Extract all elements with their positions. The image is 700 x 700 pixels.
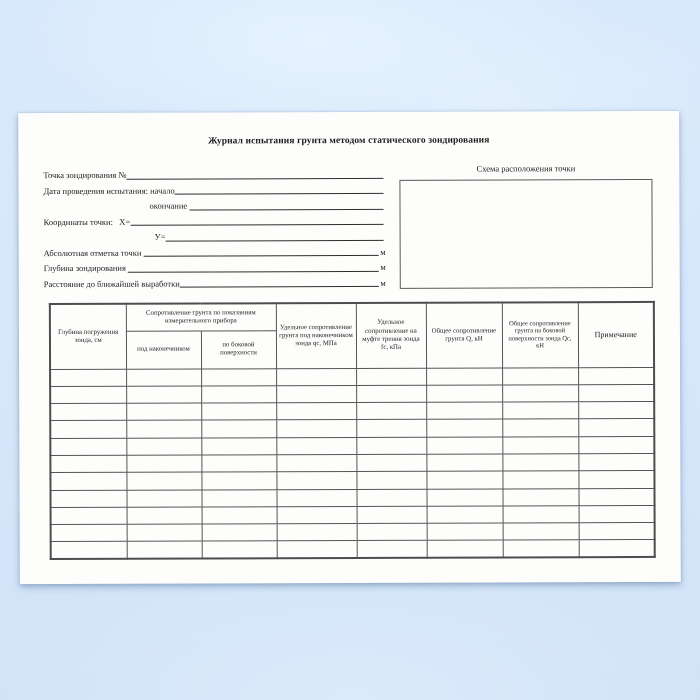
header-total-resistance: Общее сопротивление грунта Q, кН (426, 302, 502, 367)
table-cell (356, 368, 426, 386)
field-sounding-depth (44, 256, 386, 273)
table-cell (579, 523, 655, 541)
table-cell (579, 540, 655, 558)
table-cell (276, 403, 356, 421)
table-cell (50, 490, 126, 508)
table-cell (201, 472, 276, 490)
field-label: Глубина зондирования (43, 262, 129, 274)
table-row (50, 402, 654, 421)
table-header (50, 302, 654, 369)
header-resistance-group: Сопротивление грунта по показаниям измерительного прибора (126, 303, 276, 331)
scheme-box (399, 179, 652, 289)
table-cell (201, 455, 276, 473)
table-cell (426, 402, 502, 420)
table-cell (426, 419, 502, 437)
header-specific-resistance-cone: Удельное сопротивление грунта под наконечником зонда qс, МПа (276, 303, 356, 368)
field-coordinates-x (44, 209, 386, 226)
table-cell (201, 489, 276, 507)
table-cell (126, 403, 201, 421)
table-cell (201, 420, 276, 438)
table-cell (356, 385, 426, 403)
table-cell (503, 540, 579, 558)
header-lateral-surface: по боковой поверхности (201, 330, 276, 368)
table-row (50, 453, 654, 472)
table-cell (502, 367, 578, 385)
table-cell (276, 472, 356, 490)
table-cell (50, 438, 126, 456)
field-suffix: м (380, 277, 386, 288)
document-page (18, 111, 681, 584)
table-cell (502, 384, 578, 402)
table-cell (356, 472, 426, 490)
field-label: Координаты точки: Х= (43, 216, 131, 227)
table-cell (356, 454, 426, 472)
table-row (50, 419, 654, 438)
table-cell (51, 507, 127, 525)
field-label: Расстояние до ближайшей выработки (43, 278, 180, 289)
table-cell (502, 402, 578, 420)
table-row (51, 523, 655, 542)
field-test-date-start (43, 178, 385, 195)
table-cell (356, 402, 426, 420)
table-cell (50, 473, 126, 491)
table-cell (578, 436, 654, 454)
table-cell (277, 506, 357, 524)
table-cell (578, 402, 654, 420)
table-cell (356, 420, 426, 438)
table-cell (276, 385, 356, 403)
table-cell (50, 403, 126, 421)
table-cell (356, 437, 426, 455)
table-cell (578, 384, 654, 402)
table-cell (276, 368, 356, 386)
header-depth: Глубина погружения зонда, см (50, 304, 126, 369)
field-test-date-end (43, 194, 385, 211)
table-cell (427, 540, 503, 558)
table-cell (276, 454, 356, 472)
table-row (50, 436, 654, 455)
header-under-tip: под наконечником (126, 331, 201, 369)
table-cell (126, 490, 201, 508)
field-coordinates-y (44, 225, 386, 242)
table-cell (276, 489, 356, 507)
form-fields (43, 163, 385, 288)
table-cell (126, 386, 201, 404)
field-absolute-elevation (44, 240, 386, 257)
document-title: Журнал испытания грунта методом статического зондирования (208, 135, 490, 147)
table-cell (126, 472, 201, 490)
field-label: Абсолютная отметка точки (43, 247, 144, 258)
table-cell (426, 385, 502, 403)
table-cell (426, 367, 502, 385)
field-distance-to-nearest-working (44, 271, 386, 288)
table-cell (503, 523, 579, 541)
scheme-label: Схема расположения точки (476, 163, 576, 174)
field-label: Дата проведения испытания: начало (43, 185, 175, 196)
table-row (50, 367, 654, 386)
table-cell (579, 505, 655, 523)
table-cell (127, 507, 202, 525)
table-cell (578, 488, 654, 506)
table-cell (503, 506, 579, 524)
table-cell (51, 524, 127, 542)
table-cell (427, 523, 503, 541)
table-cell (126, 438, 201, 456)
table-cell (201, 437, 276, 455)
table-cell (50, 369, 126, 387)
table-cell (277, 541, 357, 559)
table-cell (426, 471, 502, 489)
table-cell (126, 369, 201, 387)
table-cell (502, 419, 578, 437)
header-note: Примечание (578, 302, 654, 367)
table-body (50, 367, 655, 559)
table-cell (50, 455, 126, 473)
table-cell (126, 455, 201, 473)
table-cell (426, 454, 502, 472)
table-row (50, 384, 654, 403)
table-cell (201, 403, 276, 421)
table-row (50, 471, 654, 490)
table-cell (578, 453, 654, 471)
field-label: У= (154, 231, 166, 242)
table-cell (356, 489, 426, 507)
table-cell (578, 367, 654, 385)
table-cell (502, 488, 578, 506)
table-row (51, 540, 655, 559)
table-cell (202, 524, 277, 542)
table-cell (201, 386, 276, 404)
table-row (51, 505, 655, 524)
table-cell (127, 524, 202, 542)
field-suffix: м (380, 246, 386, 257)
table-cell (578, 471, 654, 489)
table-cell (201, 368, 276, 386)
table-cell (578, 419, 654, 437)
table-cell (202, 507, 277, 525)
table-cell (50, 421, 126, 439)
table-cell (357, 541, 427, 559)
table-cell (276, 420, 356, 438)
table-cell (51, 542, 127, 560)
field-suffix: м (380, 261, 386, 272)
table-cell (357, 523, 427, 541)
field-label: Точка зондирования № (43, 169, 127, 181)
table-cell (502, 436, 578, 454)
field-label: окончание (149, 200, 190, 211)
table-cell (277, 524, 357, 542)
table-cell (502, 471, 578, 489)
sounding-data-table (49, 301, 656, 560)
table-cell (426, 489, 502, 507)
table-cell (276, 437, 356, 455)
table-cell (502, 454, 578, 472)
table-cell (427, 506, 503, 524)
header-total-lateral-resistance: Общее сопротивление грунта на боковой поверхности зонда Qс, кН (502, 302, 578, 367)
table-cell (357, 506, 427, 524)
table-cell (126, 420, 201, 438)
table-row (50, 488, 654, 507)
table-cell (426, 437, 502, 455)
table-cell (127, 541, 202, 559)
fill-in-line (180, 284, 379, 288)
header-specific-resistance-sleeve: Удельное сопротивление на муфте трения зонда fс, кПа (356, 303, 426, 368)
table-cell (50, 386, 126, 404)
table-cell (202, 541, 277, 559)
field-sounding-point-number (43, 163, 385, 180)
